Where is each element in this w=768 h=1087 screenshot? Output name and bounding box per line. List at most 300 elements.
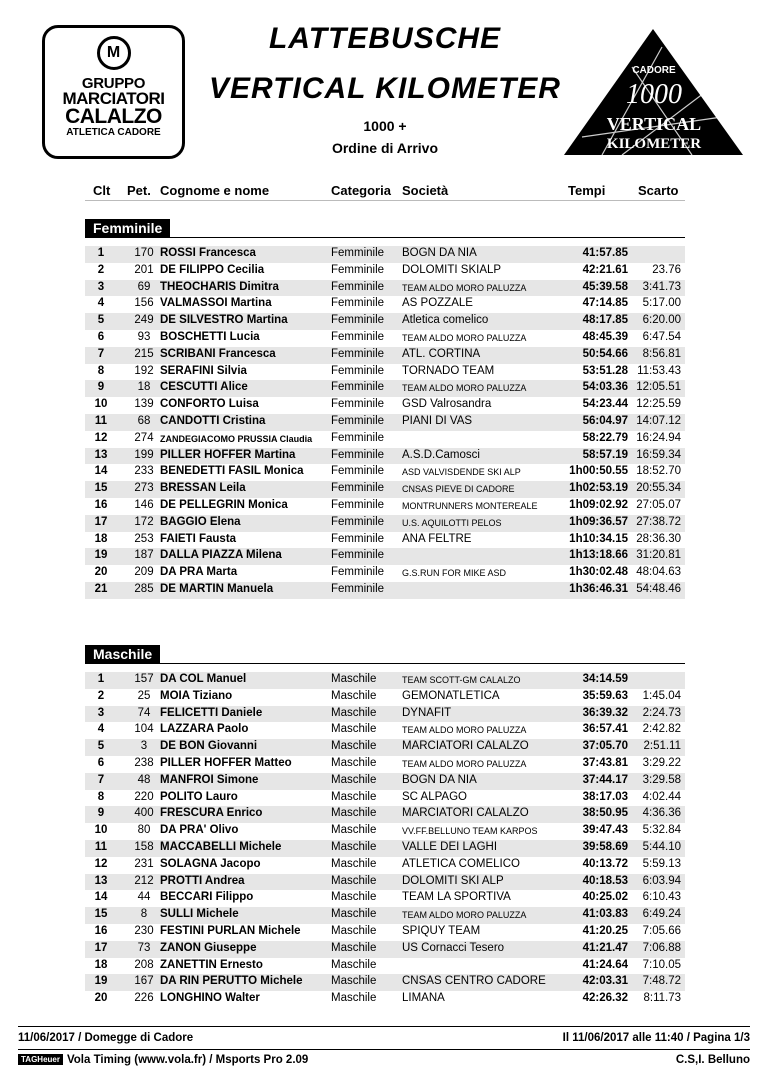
athlete-name-cell: CANDOTTI Cristina	[160, 414, 266, 427]
ranking-type: Ordine di Arrivo	[331, 140, 439, 156]
time-cell: 40:18.53	[582, 874, 628, 887]
table-row	[85, 874, 685, 891]
table-row	[85, 823, 685, 840]
society-cell: ASD VALVISDENDE SKI ALP	[402, 467, 521, 478]
gap-cell: 14:07.12	[636, 414, 681, 427]
society-cell: TEAM LA SPORTIVA	[402, 891, 511, 904]
logo-line-1: GRUPPO	[81, 75, 146, 92]
table-row	[85, 515, 685, 532]
society-cell: LIMANA	[402, 992, 445, 1005]
athlete-name-cell: FELICETTI Daniele	[160, 706, 263, 719]
table-row	[85, 414, 685, 431]
athlete-name-cell: ZANETTIN Ernesto	[160, 958, 263, 971]
category-cell: Maschile	[331, 891, 377, 904]
gap-cell: 27:38.72	[636, 515, 681, 528]
athlete-name-cell: MOIA Tiziano	[160, 689, 233, 702]
category-cell: Femminile	[331, 347, 385, 360]
bib-cell: 212	[134, 874, 154, 887]
category-cell: Maschile	[331, 874, 377, 887]
gap-cell: 7:10.05	[642, 958, 681, 971]
time-cell: 1h36:46.31	[569, 582, 628, 595]
bib-cell: 209	[134, 566, 154, 579]
rank-cell: 5	[97, 740, 105, 753]
time-cell: 48:45.39	[582, 330, 628, 343]
mountain-triangle-icon	[562, 27, 745, 157]
col-society: Società	[402, 183, 449, 198]
table-row	[85, 706, 685, 723]
rank-cell: 16	[94, 924, 108, 937]
category-cell: Maschile	[331, 975, 377, 988]
rank-cell: 8	[97, 790, 105, 803]
bib-cell: 215	[134, 347, 154, 360]
table-row	[85, 582, 685, 599]
athlete-name-cell: BENEDETTI FASIL Monica	[160, 465, 304, 478]
athlete-name-cell: SERAFINI Silvia	[160, 364, 247, 377]
rank-cell: 6	[97, 330, 105, 343]
category-cell: Femminile	[331, 364, 385, 377]
male-results-table	[85, 672, 685, 1008]
table-row	[85, 431, 685, 448]
society-cell: TEAM ALDO MORO PALUZZA	[402, 332, 527, 343]
category-cell: Maschile	[331, 773, 377, 786]
society-cell: AS POZZALE	[402, 297, 473, 310]
bib-cell: 18	[137, 381, 151, 394]
time-cell: 36:39.32	[582, 706, 628, 719]
gap-cell: 4:36.36	[642, 807, 681, 820]
society-cell: TEAM ALDO MORO PALUZZA	[402, 383, 527, 394]
society-cell: DOLOMITI SKI ALP	[402, 874, 504, 887]
gap-cell: 6:20.00	[642, 314, 681, 327]
bib-cell: 208	[134, 958, 154, 971]
society-cell: ANA FELTRE	[402, 532, 472, 545]
category-cell: Femminile	[331, 263, 385, 276]
rank-cell: 9	[97, 381, 105, 394]
category-cell: Femminile	[331, 498, 385, 511]
bib-cell: 25	[137, 689, 151, 702]
rank-cell: 5	[97, 314, 105, 327]
bib-cell: 73	[137, 941, 151, 954]
table-row	[85, 464, 685, 481]
col-time: Tempi	[568, 183, 606, 198]
athlete-name-cell: VALMASSOI Martina	[160, 297, 272, 310]
footer-date-place: 11/06/2017 / Domegge di Cadore	[18, 1032, 194, 1044]
logo-right-line-3: VERTICAL	[606, 114, 702, 134]
time-cell: 54:23.44	[582, 398, 628, 411]
category-cell: Maschile	[331, 941, 377, 954]
gap-cell: 5:59.13	[642, 857, 681, 870]
gap-cell: 6:10.43	[642, 891, 681, 904]
athlete-name-cell: ZANON Giuseppe	[160, 941, 257, 954]
time-cell: 37:44.17	[582, 773, 628, 786]
footer-divider	[18, 1049, 750, 1050]
table-row	[85, 672, 685, 689]
table-row	[85, 890, 685, 907]
time-cell: 35:59.63	[582, 689, 628, 702]
athlete-name-cell: BECCARI Filippo	[160, 891, 254, 904]
time-cell: 50:54.66	[582, 347, 628, 360]
rank-cell: 20	[94, 566, 108, 579]
athlete-name-cell: BRESSAN Leila	[160, 482, 246, 495]
rank-cell: 14	[94, 465, 108, 478]
category-cell: Femminile	[331, 448, 385, 461]
table-row	[85, 974, 685, 991]
time-cell: 36:57.41	[582, 723, 628, 736]
bib-cell: 170	[134, 247, 154, 259]
bib-cell: 93	[137, 330, 151, 343]
category-cell: Femminile	[331, 330, 385, 343]
gap-cell: 31:20.81	[636, 549, 681, 562]
gap-cell: 12:05.51	[636, 381, 681, 394]
gap-cell: 7:06.88	[642, 941, 681, 954]
table-row	[85, 330, 685, 347]
gap-cell: 23.76	[652, 263, 681, 276]
category-cell: Maschile	[331, 673, 377, 685]
category-cell: Femminile	[331, 247, 385, 259]
category-cell: Femminile	[331, 532, 385, 545]
gap-cell: 3:29.58	[642, 773, 681, 786]
gap-cell: 3:41.73	[642, 280, 681, 293]
rank-cell: 11	[94, 414, 108, 427]
time-cell: 39:58.69	[582, 840, 628, 853]
society-cell: TEAM ALDO MORO PALUZZA	[402, 910, 527, 921]
athlete-name-cell: DE SILVESTRO Martina	[160, 314, 288, 327]
society-cell: MONTRUNNERS MONTEREALE	[402, 500, 538, 511]
rank-cell: 19	[94, 975, 108, 988]
table-row	[85, 991, 685, 1008]
gap-cell: 2:51.11	[643, 740, 681, 753]
bib-cell: 274	[134, 431, 154, 444]
table-row	[85, 806, 685, 823]
rank-cell: 12	[94, 431, 108, 444]
time-cell: 1h10:34.15	[569, 532, 628, 545]
time-cell: 39:47.43	[582, 824, 628, 837]
society-cell: U.S. AQUILOTTI PELOS	[402, 517, 502, 528]
athlete-name-cell: SULLI Michele	[160, 908, 239, 921]
society-cell: DYNAFIT	[402, 706, 452, 719]
athlete-name-cell: DALLA PIAZZA Milena	[160, 549, 282, 562]
race-logo	[562, 27, 745, 157]
athlete-name-cell: BOSCHETTI Lucia	[160, 330, 260, 343]
gap-cell: 5:32.84	[642, 824, 681, 837]
time-cell: 1h09:36.57	[569, 515, 628, 528]
table-row	[85, 565, 685, 582]
bib-cell: 104	[134, 723, 154, 736]
footer-divider	[18, 1026, 750, 1027]
society-cell: CNSAS PIEVE DI CADORE	[402, 484, 515, 495]
table-row	[85, 857, 685, 874]
rank-cell: 1	[97, 673, 105, 685]
category-cell: Maschile	[331, 723, 377, 736]
athlete-name-cell: CONFORTO Luisa	[160, 398, 259, 411]
gap-cell: 6:03.94	[642, 874, 681, 887]
society-cell: TEAM ALDO MORO PALUZZA	[402, 758, 527, 769]
logo-line-4: ATLETICA CADORE	[66, 127, 161, 138]
category-cell: Femminile	[331, 297, 385, 310]
table-row	[85, 773, 685, 790]
category-cell: Maschile	[331, 924, 377, 937]
gap-cell: 27:05.07	[636, 498, 681, 511]
category-cell: Maschile	[331, 908, 377, 921]
rank-cell: 3	[97, 280, 105, 293]
athlete-name-cell: CESCUTTI Alice	[160, 381, 248, 394]
athlete-name-cell: FRESCURA Enrico	[160, 807, 263, 820]
gap-cell: 2:24.73	[642, 706, 681, 719]
category-cell: Maschile	[331, 689, 377, 702]
category-cell: Femminile	[331, 566, 385, 579]
bib-cell: 226	[134, 992, 154, 1005]
rank-cell: 11	[94, 840, 108, 853]
table-row	[85, 532, 685, 549]
time-cell: 58:57.19	[582, 448, 628, 461]
bib-cell: 231	[134, 857, 154, 870]
table-row	[85, 548, 685, 565]
gap-cell: 8:11.73	[643, 992, 681, 1005]
society-cell: Atletica comelico	[402, 314, 489, 327]
society-cell: GEMONATLETICA	[402, 689, 500, 702]
athlete-name-cell: PROTTI Andrea	[160, 874, 245, 887]
time-cell: 42:21.61	[582, 263, 628, 276]
rank-cell: 3	[97, 706, 105, 719]
category-cell: Femminile	[331, 414, 385, 427]
bib-cell: 146	[134, 498, 154, 511]
society-cell: TEAM ALDO MORO PALUZZA	[402, 282, 527, 293]
category-cell: Femminile	[331, 465, 385, 478]
category-cell: Femminile	[331, 398, 385, 411]
bib-cell: 400	[134, 807, 154, 820]
athlete-name-cell: DA COL Manuel	[160, 673, 247, 685]
bib-cell: 230	[134, 924, 154, 937]
table-row	[85, 941, 685, 958]
table-row	[85, 313, 685, 330]
logo-right-line-4: KILOMETER	[606, 136, 702, 152]
category-cell: Maschile	[331, 824, 377, 837]
society-cell: BOGN DA NIA	[402, 773, 477, 786]
timing-text: Vola Timing (www.vola.fr) / Msports Pro 2.09	[66, 1054, 309, 1066]
rank-cell: 8	[97, 364, 105, 377]
rank-cell: 19	[94, 549, 108, 562]
section-label-female: Femminile	[85, 219, 170, 237]
col-category: Categoria	[331, 183, 391, 198]
event-title-line-2: VERTICAL KILOMETER	[209, 72, 561, 105]
category-cell: Maschile	[331, 740, 377, 753]
time-cell: 58:22.79	[582, 431, 628, 444]
time-cell: 56:04.97	[582, 414, 628, 427]
rank-cell: 7	[97, 347, 105, 360]
athlete-name-cell: SOLAGNA Jacopo	[160, 857, 261, 870]
gap-cell: 5:44.10	[642, 840, 681, 853]
bib-cell: 158	[134, 840, 154, 853]
athlete-name-cell: DE BON Giovanni	[160, 740, 258, 753]
category-cell: Maschile	[331, 807, 377, 820]
category-cell: Maschile	[331, 857, 377, 870]
society-cell: A.S.D.Camosci	[402, 448, 480, 461]
athlete-name-cell: PILLER HOFFER Matteo	[160, 756, 292, 769]
table-row	[85, 924, 685, 941]
time-cell: 40:25.02	[582, 891, 628, 904]
gap-cell: 48:04.63	[636, 566, 681, 579]
time-cell: 41:57.85	[582, 247, 628, 259]
rank-cell: 10	[94, 398, 108, 411]
category-cell: Maschile	[331, 756, 377, 769]
athlete-name-cell: ZANDEGIACOMO PRUSSIA Claudia	[160, 433, 313, 444]
time-cell: 1h09:02.92	[569, 498, 628, 511]
society-cell: VV.FF.BELLUNO TEAM KARPOS	[402, 826, 538, 837]
column-header-row	[85, 181, 685, 201]
bib-cell: 192	[134, 364, 154, 377]
col-clt: Clt	[93, 183, 111, 198]
logo-right-line-2: 1000	[626, 79, 682, 110]
society-cell: DOLOMITI SKIALP	[402, 263, 502, 276]
gap-cell: 1:45.04	[642, 689, 681, 702]
table-row	[85, 280, 685, 297]
bib-cell: 8	[140, 908, 148, 921]
society-cell: GSD Valrosandra	[402, 398, 492, 411]
athlete-name-cell: LONGHINO Walter	[160, 992, 260, 1005]
rank-cell: 14	[94, 891, 108, 904]
bib-cell: 249	[134, 314, 154, 327]
gap-cell: 8:56.81	[642, 347, 681, 360]
athlete-name-cell: LAZZARA Paolo	[160, 723, 249, 736]
rank-cell: 20	[94, 992, 108, 1005]
logo-right-line-1: CADORE	[632, 65, 676, 76]
table-row	[85, 907, 685, 924]
time-cell: 38:50.95	[582, 807, 628, 820]
bib-cell: 172	[134, 515, 154, 528]
bib-cell: 68	[137, 414, 151, 427]
gap-cell: 6:47.54	[642, 330, 681, 343]
category-cell: Femminile	[331, 582, 385, 595]
time-cell: 1h13:18.66	[569, 549, 628, 562]
society-cell: MARCIATORI CALALZO	[402, 740, 529, 753]
rank-cell: 18	[94, 532, 108, 545]
category-cell: Maschile	[331, 840, 377, 853]
col-gap: Scarto	[638, 183, 679, 198]
athlete-name-cell: DA PRA Marta	[160, 566, 238, 579]
rank-cell: 4	[97, 723, 105, 736]
bib-cell: 199	[134, 448, 154, 461]
gap-cell: 2:42.82	[642, 723, 681, 736]
bib-cell: 220	[134, 790, 154, 803]
col-pet: Pet.	[127, 183, 151, 198]
time-cell: 38:17.03	[582, 790, 628, 803]
society-cell: TEAM ALDO MORO PALUZZA	[402, 725, 527, 736]
rank-cell: 9	[97, 807, 105, 820]
time-cell: 1h00:50.55	[569, 465, 628, 478]
society-cell: TORNADO TEAM	[402, 364, 495, 377]
bib-cell: 187	[134, 549, 154, 562]
gap-cell: 20:55.34	[636, 482, 681, 495]
time-cell: 41:03.83	[582, 908, 628, 921]
society-cell: ATL. CORTINA	[402, 347, 481, 360]
table-row	[85, 481, 685, 498]
tag-heuer-logo: TAGHeuer	[18, 1054, 63, 1065]
society-cell: US Cornacci Tesero	[402, 941, 505, 954]
athlete-name-cell: POLITO Lauro	[160, 790, 238, 803]
gap-cell: 7:48.72	[642, 975, 681, 988]
bib-cell: 157	[134, 673, 154, 685]
category-cell: Femminile	[331, 515, 385, 528]
bib-cell: 80	[137, 824, 151, 837]
table-row	[85, 739, 685, 756]
rank-cell: 6	[97, 756, 105, 769]
time-cell: 41:24.64	[582, 958, 628, 971]
col-name: Cognome e nome	[160, 183, 270, 198]
time-cell: 41:21.47	[582, 941, 628, 954]
time-cell: 42:26.32	[582, 992, 628, 1005]
society-cell: MARCIATORI CALALZO	[402, 807, 529, 820]
rank-cell: 4	[97, 297, 105, 310]
bib-cell: 167	[134, 975, 154, 988]
gap-cell: 4:02.44	[642, 790, 681, 803]
time-cell: 47:14.85	[582, 297, 628, 310]
bib-cell: 74	[137, 706, 151, 719]
time-cell: 41:20.25	[582, 924, 628, 937]
society-cell: BOGN DA NIA	[402, 247, 477, 259]
bib-cell: 3	[140, 740, 148, 753]
bib-cell: 273	[134, 482, 154, 495]
society-cell: PIANI DI VAS	[402, 414, 473, 427]
category-cell: Femminile	[331, 314, 385, 327]
athlete-name-cell: DA RIN PERUTTO Michele	[160, 975, 303, 988]
table-row	[85, 380, 685, 397]
gap-cell: 11:53.43	[637, 364, 681, 377]
footer-organizer: C.S,I. Belluno	[675, 1054, 750, 1066]
table-row	[85, 840, 685, 857]
table-row	[85, 364, 685, 381]
athlete-name-cell: MANFROI Simone	[160, 773, 259, 786]
race-name: 1000 +	[363, 118, 407, 134]
time-cell: 42:03.31	[582, 975, 628, 988]
rank-cell: 10	[94, 824, 108, 837]
time-cell: 37:05.70	[582, 740, 628, 753]
gap-cell: 5:17.00	[642, 297, 681, 310]
athlete-name-cell: BAGGIO Elena	[160, 515, 241, 528]
category-cell: Maschile	[331, 790, 377, 803]
logo-line-2: MARCIATORI	[62, 89, 165, 108]
gap-cell: 16:24.94	[636, 431, 681, 444]
table-row	[85, 296, 685, 313]
rank-cell: 12	[94, 857, 108, 870]
table-row	[85, 790, 685, 807]
logo-line-3: CALALZO	[65, 105, 162, 128]
rank-cell: 16	[94, 498, 108, 511]
rank-cell: 17	[94, 515, 108, 528]
gap-cell: 28:36.30	[636, 532, 681, 545]
organizer-logo	[42, 25, 185, 159]
bib-cell: 201	[134, 263, 154, 276]
table-row	[85, 722, 685, 739]
bib-cell: 253	[134, 532, 154, 545]
athlete-name-cell: THEOCHARIS Dimitra	[160, 280, 279, 293]
female-results-table	[85, 246, 685, 599]
rank-cell: 15	[94, 482, 108, 495]
athlete-name-cell: DE FILIPPO Cecilia	[160, 263, 265, 276]
rank-cell: 17	[94, 941, 108, 954]
time-cell: 48:17.85	[582, 314, 628, 327]
section-label-male: Maschile	[85, 645, 160, 663]
gap-cell: 12:25.59	[636, 398, 681, 411]
society-cell: SPIQUY TEAM	[402, 924, 481, 937]
time-cell: 54:03.36	[582, 381, 628, 394]
gap-cell: 18:52.70	[636, 465, 681, 478]
rank-cell: 7	[97, 773, 105, 786]
category-cell: Maschile	[331, 992, 377, 1005]
athlete-name-cell: FAIETI Fausta	[160, 532, 237, 545]
gap-cell: 54:48.46	[636, 582, 681, 595]
time-cell: 53:51.28	[582, 364, 628, 377]
table-row	[85, 263, 685, 280]
category-cell: Maschile	[331, 958, 377, 971]
